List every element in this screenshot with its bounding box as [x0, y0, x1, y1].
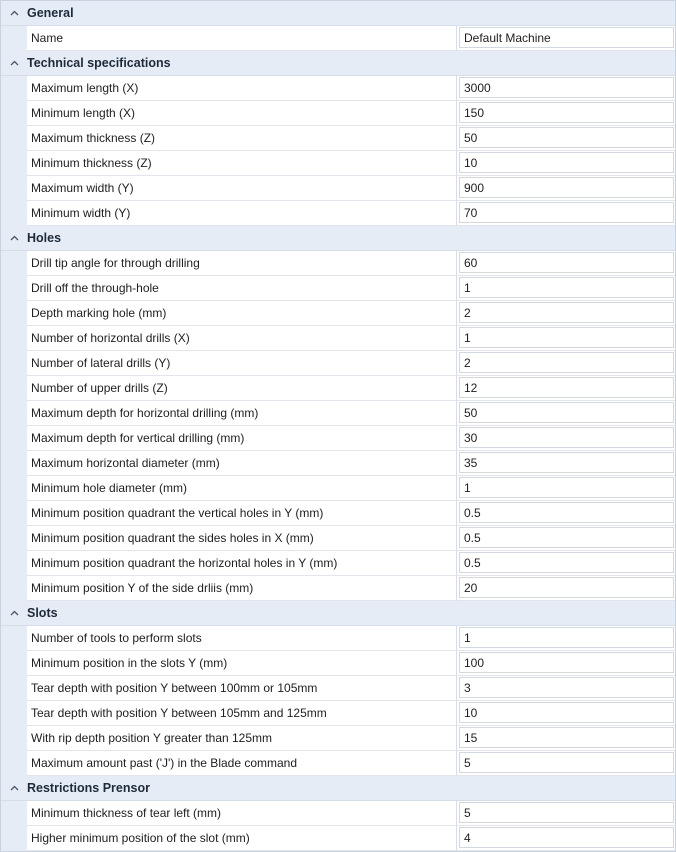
row-gutter [1, 551, 27, 576]
property-name: Maximum thickness (Z) [27, 126, 457, 151]
section-header[interactable] [1, 776, 675, 801]
property-name: Minimum width (Y) [27, 201, 457, 226]
property-row [1, 451, 675, 476]
property-row [1, 826, 675, 851]
property-value-input[interactable] [459, 652, 674, 673]
section-header[interactable] [1, 51, 675, 76]
row-gutter [1, 501, 27, 526]
row-gutter [1, 351, 27, 376]
row-gutter [1, 651, 27, 676]
property-value-input[interactable] [459, 77, 674, 98]
row-gutter [1, 426, 27, 451]
property-value-input[interactable] [459, 427, 674, 448]
property-row [1, 301, 675, 326]
property-value-cell [457, 251, 675, 276]
property-value-cell [457, 426, 675, 451]
property-value-cell [457, 476, 675, 501]
property-name: Minimum thickness of tear left (mm) [27, 801, 457, 826]
row-gutter [1, 526, 27, 551]
property-value-cell [457, 651, 675, 676]
property-value-cell [457, 501, 675, 526]
property-value-input[interactable] [459, 402, 674, 423]
property-value-input[interactable] [459, 127, 674, 148]
property-row [1, 376, 675, 401]
property-value-cell [457, 526, 675, 551]
property-value-cell [457, 326, 675, 351]
property-value-cell [457, 26, 675, 51]
property-value-cell [457, 451, 675, 476]
property-value-input[interactable] [459, 152, 674, 173]
section-header[interactable] [1, 226, 675, 251]
property-row [1, 701, 675, 726]
section-general [1, 1, 675, 51]
property-value-cell [457, 676, 675, 701]
property-value-cell [457, 201, 675, 226]
property-value-cell [457, 126, 675, 151]
row-gutter [1, 176, 27, 201]
property-row [1, 101, 675, 126]
row-gutter [1, 26, 27, 51]
property-name: Maximum length (X) [27, 76, 457, 101]
chevron-up-icon[interactable] [1, 1, 27, 26]
row-gutter [1, 376, 27, 401]
property-value-input[interactable] [459, 277, 674, 298]
property-row [1, 401, 675, 426]
property-name: Number of horizontal drills (X) [27, 326, 457, 351]
row-gutter [1, 276, 27, 301]
property-value-input[interactable] [459, 302, 674, 323]
row-gutter [1, 76, 27, 101]
property-value-input[interactable] [459, 252, 674, 273]
property-name: Number of upper drills (Z) [27, 376, 457, 401]
property-value-input[interactable] [459, 727, 674, 748]
row-gutter [1, 126, 27, 151]
property-row [1, 576, 675, 601]
property-name: Minimum position Y of the side drliis (mm) [27, 576, 457, 601]
property-row [1, 676, 675, 701]
property-row [1, 801, 675, 826]
property-row [1, 151, 675, 176]
section-holes [1, 226, 675, 601]
row-gutter [1, 301, 27, 326]
property-value-input[interactable] [459, 477, 674, 498]
property-name: Number of lateral drills (Y) [27, 351, 457, 376]
property-value-input[interactable] [459, 452, 674, 473]
section-title: Restrictions Prensor [27, 781, 150, 795]
property-value-cell [457, 176, 675, 201]
property-row [1, 126, 675, 151]
property-name: Maximum horizontal diameter (mm) [27, 451, 457, 476]
property-value-input[interactable] [459, 752, 674, 773]
row-gutter [1, 251, 27, 276]
property-value-input[interactable] [459, 627, 674, 648]
property-value-cell [457, 751, 675, 776]
property-value-input[interactable] [459, 527, 674, 548]
property-name: Drill off the through-hole [27, 276, 457, 301]
property-value-cell [457, 801, 675, 826]
row-gutter [1, 576, 27, 601]
property-name: Maximum width (Y) [27, 176, 457, 201]
row-gutter [1, 626, 27, 651]
property-value-input[interactable] [459, 502, 674, 523]
chevron-up-icon[interactable] [1, 601, 27, 626]
property-name: Name [27, 26, 457, 51]
property-value-input[interactable] [459, 377, 674, 398]
property-value-input[interactable] [459, 577, 674, 598]
row-gutter [1, 751, 27, 776]
property-name: Higher minimum position of the slot (mm) [27, 826, 457, 851]
property-row [1, 501, 675, 526]
section-title: Holes [27, 231, 62, 245]
property-row [1, 626, 675, 651]
property-name: Drill tip angle for through drilling [27, 251, 457, 276]
property-value-input[interactable] [459, 802, 674, 823]
row-gutter [1, 101, 27, 126]
property-value-cell [457, 626, 675, 651]
property-name: With rip depth position Y greater than 125mm [27, 726, 457, 751]
property-name: Minimum position quadrant the vertical holes in Y (mm) [27, 501, 457, 526]
property-value-input[interactable] [459, 827, 674, 848]
property-name: Minimum length (X) [27, 101, 457, 126]
property-value-cell [457, 826, 675, 851]
property-name: Tear depth with position Y between 105mm and 125mm [27, 701, 457, 726]
row-gutter [1, 201, 27, 226]
row-gutter [1, 326, 27, 351]
property-name: Number of tools to perform slots [27, 626, 457, 651]
property-value-cell [457, 551, 675, 576]
row-gutter [1, 676, 27, 701]
row-gutter [1, 701, 27, 726]
property-row [1, 176, 675, 201]
property-name: Maximum depth for vertical drilling (mm) [27, 426, 457, 451]
property-row [1, 476, 675, 501]
row-gutter [1, 726, 27, 751]
property-value-input[interactable] [459, 102, 674, 123]
property-value-cell [457, 701, 675, 726]
property-value-cell [457, 376, 675, 401]
row-gutter [1, 826, 27, 851]
property-value-cell [457, 401, 675, 426]
property-row [1, 726, 675, 751]
property-name: Minimum position quadrant the sides holes in X (mm) [27, 526, 457, 551]
property-value-cell [457, 351, 675, 376]
property-row [1, 426, 675, 451]
property-row [1, 251, 675, 276]
property-name: Minimum position quadrant the horizontal holes in Y (mm) [27, 551, 457, 576]
property-value-cell [457, 726, 675, 751]
property-row [1, 651, 675, 676]
property-value-input[interactable] [459, 702, 674, 723]
property-row [1, 751, 675, 776]
property-row [1, 351, 675, 376]
section-title: General [27, 6, 74, 20]
property-value-input[interactable] [459, 327, 674, 348]
row-gutter [1, 476, 27, 501]
property-row [1, 526, 675, 551]
property-name: Minimum thickness (Z) [27, 151, 457, 176]
row-gutter [1, 401, 27, 426]
property-value-cell [457, 276, 675, 301]
section-slots [1, 601, 675, 776]
property-value-cell [457, 301, 675, 326]
section-title: Technical specifications [27, 56, 171, 70]
property-row [1, 276, 675, 301]
chevron-up-icon[interactable] [1, 51, 27, 76]
section-header[interactable] [1, 601, 675, 626]
chevron-up-icon[interactable] [1, 776, 27, 801]
property-name: Minimum hole diameter (mm) [27, 476, 457, 501]
section-restrictions-prensor [1, 776, 675, 851]
property-row [1, 551, 675, 576]
property-row [1, 326, 675, 351]
property-value-cell [457, 101, 675, 126]
property-value-input[interactable] [459, 177, 674, 198]
property-value-input[interactable] [459, 202, 674, 223]
property-value-input[interactable] [459, 352, 674, 373]
property-name: Minimum position in the slots Y (mm) [27, 651, 457, 676]
property-row [1, 201, 675, 226]
property-value-cell [457, 151, 675, 176]
row-gutter [1, 151, 27, 176]
property-name: Maximum amount past ('J') in the Blade command [27, 751, 457, 776]
property-name: Tear depth with position Y between 100mm or 105mm [27, 676, 457, 701]
property-name: Maximum depth for horizontal drilling (mm) [27, 401, 457, 426]
property-row [1, 26, 675, 51]
property-value-input[interactable] [459, 27, 674, 48]
row-gutter [1, 451, 27, 476]
section-title: Slots [27, 606, 58, 620]
chevron-up-icon[interactable] [1, 226, 27, 251]
row-gutter [1, 801, 27, 826]
property-value-cell [457, 76, 675, 101]
section-header[interactable] [1, 1, 675, 26]
property-row [1, 76, 675, 101]
property-value-input[interactable] [459, 677, 674, 698]
property-value-cell [457, 576, 675, 601]
property-value-input[interactable] [459, 552, 674, 573]
section-technical-specifications [1, 51, 675, 226]
property-name: Depth marking hole (mm) [27, 301, 457, 326]
